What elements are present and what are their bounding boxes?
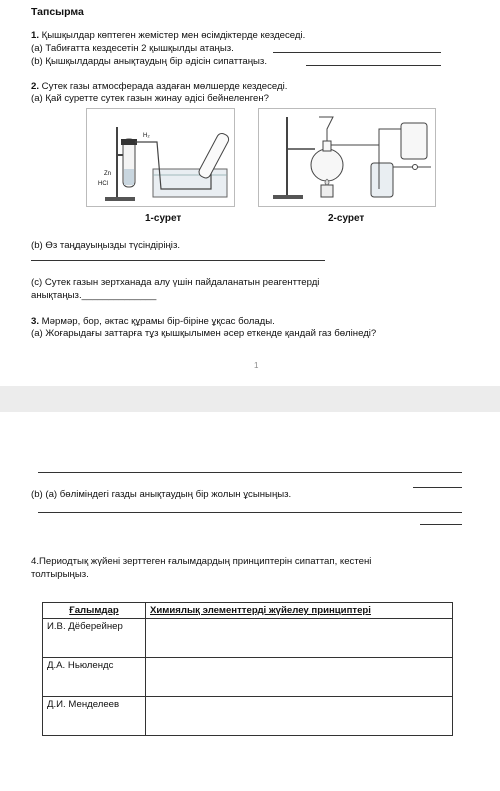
question-2b: (b) Өз таңдауыңызды түсіндіріңіз.	[31, 240, 181, 251]
figure-2-apparatus	[258, 108, 436, 207]
flask-and-burner-apparatus-illustration	[259, 109, 435, 206]
principle-answer-cell[interactable]	[146, 658, 453, 697]
answer-line-3b-1[interactable]	[38, 512, 462, 513]
table-header-principles: Химиялық элементтерді жүйелеу принциптері	[146, 603, 453, 619]
question-1-title: 1. Қышқылдар көптеген жемістер мен өсімдіктерде кездеседі.	[31, 30, 306, 41]
question-1b: (b) Қышқылдарды анықтаудың бір әдісін сипаттаңыз.	[31, 56, 267, 67]
question-4-line2: толтырыңыз.	[31, 569, 89, 580]
question-3a: (a) Жоғарыдағы заттарға тұз қышқылымен әсер еткенде қандай газ бөлінеді?	[31, 328, 377, 339]
answer-line-3a-2[interactable]	[413, 487, 462, 488]
scientist-name-cell: Д.И. Менделеев	[43, 697, 146, 736]
figure-1-label-h2: H₂	[143, 133, 150, 139]
scientist-name-cell: Д.А. Ньюлендс	[43, 658, 146, 697]
table-row	[43, 697, 453, 736]
principle-answer-cell[interactable]	[146, 619, 453, 658]
question-3-title: 3. Мәрмәр, бор, әктас құрамы бір-біріне ұқсас болады.	[31, 316, 275, 327]
principle-answer-cell[interactable]	[146, 697, 453, 736]
page-number: 1	[254, 361, 259, 370]
question-2a: (a) Қай суретте сутек газын жинау әдісі бейнеленген?	[31, 93, 270, 104]
page-title: Тапсырма	[31, 6, 84, 18]
table-row	[43, 619, 453, 658]
question-2c-line2: анықтаңыз.______________	[31, 290, 157, 301]
figure-1-caption: 1-сурет	[145, 213, 182, 224]
figure-1-label-zn: Zn	[104, 171, 112, 177]
answer-line-1a[interactable]	[273, 52, 441, 53]
question-3b: (b) (a) бөліміндегі газды анықтаудың бір жолын ұсыныңыз.	[31, 489, 292, 500]
question-2c-line1: (c) Сутек газын зертханада алу үшін пайдаланатын реагенттерді	[31, 277, 320, 288]
answer-line-1b[interactable]	[306, 65, 441, 66]
table-header-row	[43, 603, 453, 619]
page-separator	[0, 386, 500, 412]
table-row	[43, 658, 453, 697]
question-2-title: 2. Сутек газы атмосферада аздаған мөлшерде кездеседі.	[31, 81, 288, 92]
table-header-scientists: Ғалымдар	[43, 603, 146, 619]
question-1a: (a) Табиғатта кездесетін 2 қышқылды атаңыз.	[31, 43, 234, 54]
answer-line-3b-2[interactable]	[420, 524, 462, 525]
answer-line-2b[interactable]	[31, 260, 325, 261]
answer-line-3a-1[interactable]	[38, 472, 462, 473]
gas-collection-over-water-illustration	[87, 109, 234, 206]
figure-1-apparatus	[86, 108, 235, 207]
figure-1-label-hcl: HCl	[98, 181, 108, 187]
scientist-name-cell: И.В. Дёберейнер	[43, 619, 146, 658]
question-4-line1: 4.Периодтық жүйені зерттеген ғалымдардың принциптерін сипаттап, кестені	[31, 556, 372, 567]
scientists-table	[42, 602, 453, 736]
figure-2-caption: 2-сурет	[328, 213, 365, 224]
